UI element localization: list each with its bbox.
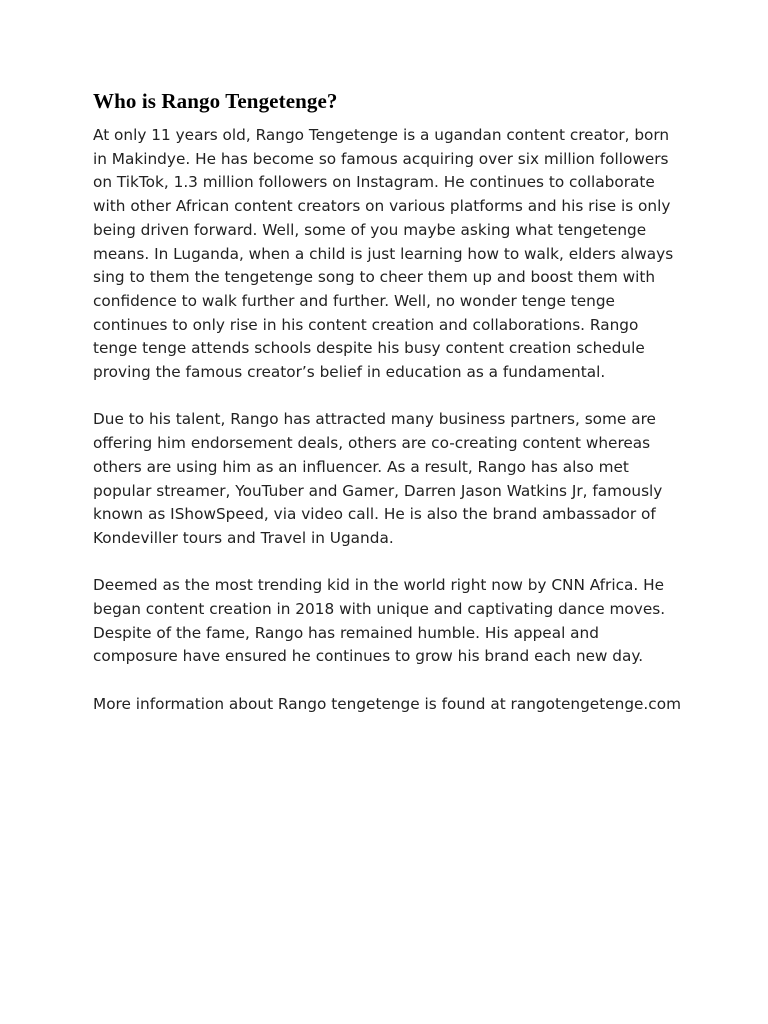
paragraph-more-info: More information about Rango tengetenge is found at rangotengetenge.com <box>93 694 681 713</box>
paragraph-business-partners: Due to his talent, Rango has attracted many business partners, some are offering him endorsement deals, others are co-creating content whereas others are using him as an influencer. As a result, Rango has also met popular streamer, YouTuber and Gamer, Darren Jason Watkins Jr, famously known as IShowSpeed, via video call. He is also the brand ambassador of Kondeviller tours and Travel in Uganda. <box>93 410 663 547</box>
paragraph-trending: Deemed as the most trending kid in the world right now by CNN Africa. He began content creation in 2018 with unique and captivating dance moves. Despite of the fame, Rango has remained humble. His appeal and composure have ensured he continues to grow his brand each new day. <box>93 576 666 666</box>
paragraph-intro: At only 11 years old, Rango Tengetenge is a ugandan content creator, born in Makindye. He has become so famous acquiring over six million followers on TikTok, 1.3 million followers on Instagram. He continues to collaborate with other African content creators on various platforms and his rise is only being driven forward. Well, some of you maybe asking what tengetenge means. In Luganda, when a child is just learning how to walk, elders always sing to them the tengetenge song to cheer them up and boost them with confidence to walk further and further. Well, no wonder tenge tenge continues to only rise in his content creation and collaborations. Rango tenge tenge attends schools despite his busy content creation schedule proving the famous creator’s belief in education as a fundamental. <box>93 126 674 382</box>
document-body <box>93 88 683 740</box>
document-title: Who is Rango Tengetenge? <box>93 89 338 113</box>
